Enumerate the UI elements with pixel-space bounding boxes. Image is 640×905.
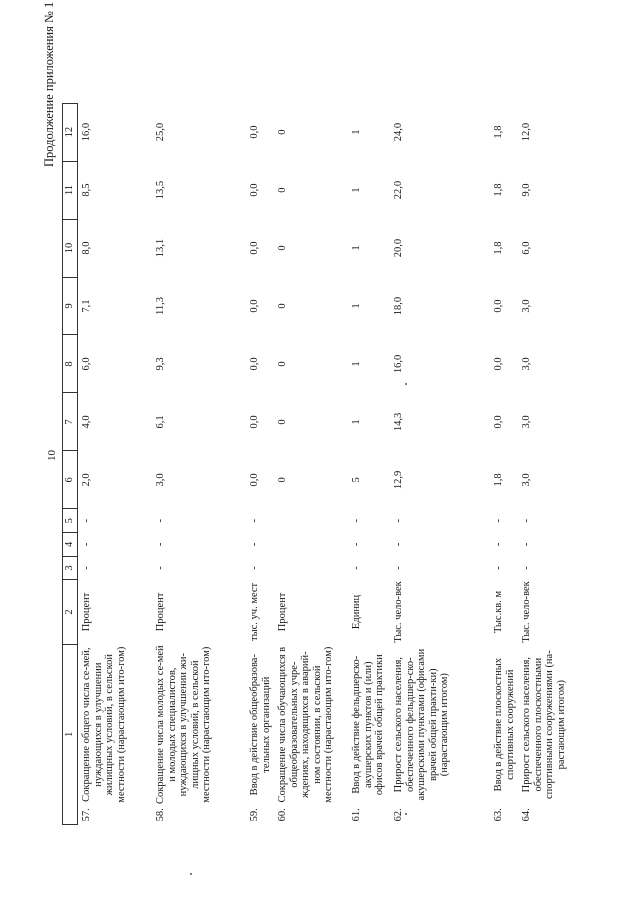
- value-cell: 11,3: [155, 297, 166, 316]
- value-cell: 18,0: [393, 296, 404, 316]
- value-cell: -: [493, 566, 504, 570]
- value-cell: 1: [351, 187, 362, 193]
- value-cell: 24,0: [393, 122, 404, 142]
- value-cell: [274, 509, 348, 533]
- value-cell: 1,8: [493, 241, 504, 255]
- scan-speck: [405, 813, 407, 815]
- column-header: 4: [63, 533, 78, 557]
- column-header: 9: [63, 277, 78, 335]
- table-row: [274, 45, 348, 825]
- value-cell: 0: [277, 129, 288, 135]
- row-number: 63.: [493, 808, 504, 822]
- value-cell: -: [81, 518, 92, 523]
- value-cell: -: [351, 566, 362, 570]
- value-cell: 1,8: [493, 183, 504, 197]
- value-cell: -: [493, 518, 504, 523]
- value-cell: 13,1: [155, 238, 166, 258]
- value-cell: 0,0: [249, 415, 260, 429]
- table-row: [348, 45, 390, 825]
- table-row: [246, 45, 274, 825]
- data-table: [62, 45, 580, 825]
- value-cell: 22,0: [393, 180, 404, 200]
- row-number: 64.: [521, 808, 532, 822]
- value-cell: 9,0: [521, 183, 532, 197]
- value-cell: 12,0: [521, 122, 532, 142]
- value-cell: 3,0: [521, 357, 532, 371]
- row-number: 61.: [351, 808, 362, 822]
- unit-cell: Тыс. чело-век: [521, 581, 532, 643]
- unit-cell: Процент: [81, 592, 92, 632]
- column-header: 7: [63, 393, 78, 451]
- value-cell: -: [155, 566, 166, 570]
- value-cell: -: [393, 566, 404, 570]
- value-cell: -: [393, 518, 404, 523]
- value-cell: 25,0: [155, 122, 166, 142]
- indicator-name: Сокращение общего числа се-мей, нуждающихся в улучшении жилищных условий, в сельской местности (нарастающим ито-гом): [81, 646, 127, 803]
- value-cell: 0,0: [249, 241, 260, 255]
- value-cell: 5: [351, 477, 362, 483]
- value-cell: 0,0: [249, 299, 260, 313]
- value-cell: 0,0: [493, 357, 504, 371]
- indicator-name: Сокращение числа молодых се-мей и молодых специалистов, нуждающихся в улучшении жи-лищных условий, в сельской местности (нарастающим ито-гом): [155, 645, 212, 805]
- column-header: 12: [63, 103, 78, 161]
- value-cell: [274, 556, 348, 580]
- value-cell: 16,0: [81, 122, 92, 142]
- value-cell: 0: [277, 419, 288, 425]
- value-cell: 3,0: [521, 415, 532, 429]
- value-cell: -: [493, 542, 504, 547]
- value-cell: 1: [351, 245, 362, 251]
- value-cell: 6,0: [521, 241, 532, 255]
- value-cell: -: [155, 542, 166, 547]
- value-cell: [274, 533, 348, 557]
- value-cell: -: [249, 566, 260, 570]
- value-cell: 20,0: [393, 238, 404, 258]
- indicator-name: Ввод в действие общеобразова-тельных организаций: [249, 654, 272, 796]
- value-cell: 6,0: [81, 357, 92, 371]
- value-cell: -: [249, 518, 260, 523]
- indicator-name: Сокращение числа обучающихся в общеобразовательных учре-ждениях, находящихся в аварий-ном состоянии, в сельской местности (нарастающим ито-гом): [277, 646, 334, 803]
- scan-speck: [190, 873, 192, 875]
- table-row: [390, 45, 490, 825]
- page-number: 10: [46, 450, 58, 461]
- header-row: [63, 45, 78, 825]
- column-header: 5: [63, 509, 78, 533]
- unit-cell: тыс. уч. мест: [249, 582, 260, 642]
- row-number: 57.: [81, 808, 92, 822]
- value-cell: 1: [351, 419, 362, 425]
- value-cell: 3,0: [521, 299, 532, 313]
- value-cell: 0,0: [249, 183, 260, 197]
- unit-cell: Тыс. чело-век: [393, 581, 404, 643]
- unit-cell: Тыс.кв. м: [493, 590, 504, 634]
- value-cell: 9,3: [155, 357, 166, 371]
- row-number: 58.: [155, 808, 166, 822]
- value-cell: 0: [277, 303, 288, 309]
- value-cell: 8,5: [81, 183, 92, 197]
- continuation-caption: Продолжение приложения № 1: [42, 1, 56, 167]
- table-row: [490, 45, 518, 825]
- value-cell: 0,0: [493, 299, 504, 313]
- value-cell: 7,1: [81, 299, 92, 313]
- value-cell: 16,0: [393, 354, 404, 374]
- value-cell: -: [351, 518, 362, 523]
- unit-cell: Процент: [277, 592, 288, 632]
- value-cell: -: [81, 566, 92, 570]
- table-row: [78, 45, 153, 825]
- column-header: 2: [63, 580, 78, 644]
- value-cell: 1,8: [493, 473, 504, 487]
- column-header: 11: [63, 161, 78, 219]
- value-cell: -: [351, 542, 362, 547]
- row-number: 62.: [393, 808, 404, 822]
- value-cell: 2,0: [81, 473, 92, 487]
- value-cell: -: [393, 542, 404, 547]
- value-cell: 12,9: [393, 470, 404, 490]
- indicator-name: Ввод в действие плоскостных спортивных сооружений: [493, 657, 516, 792]
- value-cell: 8,0: [81, 241, 92, 255]
- value-cell: 0: [277, 477, 288, 483]
- value-cell: -: [521, 542, 532, 547]
- value-cell: 6,1: [155, 415, 166, 429]
- value-cell: 0: [277, 245, 288, 251]
- indicator-name: Ввод в действие фельдшерско-акушерских пунктов и (или) офисов врачей общей практики: [351, 654, 385, 796]
- column-header: 6: [63, 451, 78, 509]
- value-cell: 3,0: [155, 473, 166, 487]
- value-cell: 1: [351, 129, 362, 135]
- value-cell: 0: [277, 187, 288, 193]
- value-cell: 13,5: [155, 180, 166, 200]
- scan-speck: [405, 383, 407, 385]
- value-cell: 0: [277, 361, 288, 367]
- indicator-name: Прирост сельского населения, обеспеченного фельдшер-ско-акушерскими пунктами (офисами врачей общей практи-ки) (нарастающим итогом): [393, 648, 450, 801]
- row-number: 59.: [249, 808, 260, 822]
- column-header: 8: [63, 335, 78, 393]
- column-header: 1: [63, 644, 78, 824]
- value-cell: -: [521, 566, 532, 570]
- value-cell: 4,0: [81, 415, 92, 429]
- value-cell: -: [155, 518, 166, 523]
- table-row: [152, 45, 246, 825]
- value-cell: 0,0: [249, 357, 260, 371]
- value-cell: 1: [351, 361, 362, 367]
- unit-cell: Единиц: [351, 594, 362, 630]
- value-cell: 1,8: [493, 125, 504, 139]
- column-header: 3: [63, 556, 78, 580]
- indicator-name: Прирост сельского населения, обеспеченного плоскостными спортивными сооружениями (на-растающим итогом): [521, 650, 567, 800]
- value-cell: 1: [351, 303, 362, 309]
- value-cell: 0,0: [493, 415, 504, 429]
- value-cell: -: [521, 518, 532, 523]
- unit-cell: Процент: [155, 592, 166, 632]
- table-row: [518, 45, 580, 825]
- value-cell: 3,0: [521, 473, 532, 487]
- value-cell: 0,0: [249, 473, 260, 487]
- column-header: 10: [63, 219, 78, 277]
- value-cell: 0,0: [249, 125, 260, 139]
- value-cell: -: [249, 542, 260, 547]
- value-cell: -: [81, 542, 92, 547]
- row-number: 60.: [277, 808, 288, 822]
- value-cell: 14,3: [393, 412, 404, 432]
